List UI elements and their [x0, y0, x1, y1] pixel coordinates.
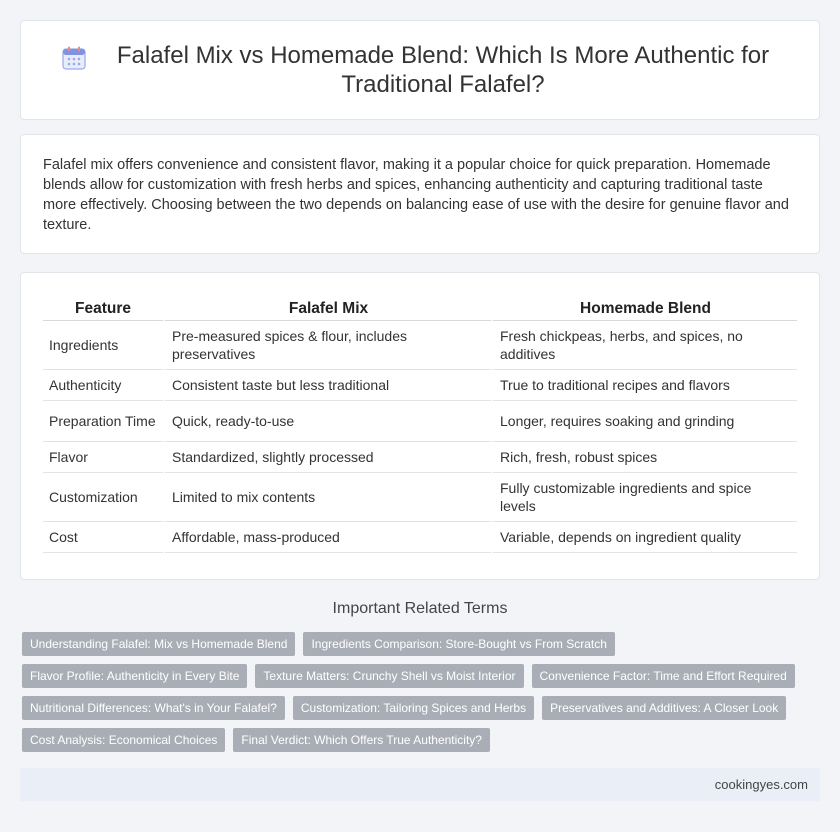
- tag-row: [22, 696, 822, 720]
- mix-cell: Consistent taste but less traditional: [163, 370, 491, 401]
- related-tag[interactable]: Final Verdict: Which Offers True Authenticity?: [233, 728, 490, 752]
- related-tag[interactable]: Preservatives and Additives: A Closer Look: [542, 696, 786, 720]
- footer-site-link[interactable]: cookingyes.com: [714, 777, 808, 792]
- comparison-table-card: [20, 272, 820, 580]
- homemade-cell: True to traditional recipes and flavors: [491, 370, 797, 401]
- mix-cell: Quick, ready-to-use: [163, 401, 491, 442]
- related-tag[interactable]: Ingredients Comparison: Store-Bought vs From Scratch: [303, 632, 614, 656]
- homemade-cell: Variable, depends on ingredient quality: [491, 522, 797, 553]
- mix-cell: Limited to mix contents: [163, 473, 491, 522]
- related-tag[interactable]: Texture Matters: Crunchy Shell vs Moist Interior: [255, 664, 523, 688]
- table-row: [43, 442, 797, 473]
- tag-row: [22, 728, 822, 752]
- header-feature: Feature: [43, 293, 163, 321]
- feature-cell: Flavor: [43, 442, 163, 473]
- related-tag[interactable]: Cost Analysis: Economical Choices: [22, 728, 225, 752]
- intro-card: [20, 134, 820, 254]
- homemade-cell: Fresh chickpeas, herbs, and spices, no additives: [491, 321, 797, 370]
- title-wrap: [21, 41, 819, 99]
- page-title: Falafel Mix vs Homemade Blend: Which Is More Authentic for Traditional Falafel?: [116, 42, 770, 98]
- feature-cell: Ingredients: [43, 321, 163, 370]
- intro-text: Falafel mix offers convenience and consistent flavor, making it a popular choice for quick preparation. Homemade blends allow for customization with fresh herbs and spices, enhancing authenticity and capturing traditional taste more effectively. Choosing between the two depends on balancing ease of use with the desire for genuine flavor and texture.: [43, 157, 789, 233]
- feature-cell: Preparation Time: [43, 401, 163, 442]
- table-row: [43, 473, 797, 522]
- related-tag[interactable]: Convenience Factor: Time and Effort Required: [532, 664, 795, 688]
- table-row: [43, 401, 797, 442]
- related-tag[interactable]: Nutritional Differences: What's in Your Falafel?: [22, 696, 285, 720]
- related-tag[interactable]: Understanding Falafel: Mix vs Homemade Blend: [22, 632, 295, 656]
- feature-cell: Cost: [43, 522, 163, 553]
- header-falafel-mix: Falafel Mix: [163, 293, 491, 321]
- feature-cell: Customization: [43, 473, 163, 522]
- comparison-table: [43, 293, 797, 553]
- related-terms-title: Important Related Terms: [332, 600, 508, 617]
- related-terms-tags: [22, 632, 822, 760]
- calendar-icon: [61, 45, 87, 71]
- related-tag[interactable]: Customization: Tailoring Spices and Herbs: [293, 696, 534, 720]
- mix-cell: Standardized, slightly processed: [163, 442, 491, 473]
- homemade-cell: Fully customizable ingredients and spice levels: [491, 473, 797, 522]
- tag-row: [22, 632, 822, 656]
- mix-cell: Pre-measured spices & flour, includes preservatives: [163, 321, 491, 370]
- table-row: [43, 370, 797, 401]
- related-tag[interactable]: Flavor Profile: Authenticity in Every Bite: [22, 664, 247, 688]
- title-card: [20, 20, 820, 120]
- homemade-cell: Longer, requires soaking and grinding: [491, 401, 797, 442]
- tag-row: [22, 664, 822, 688]
- table-row: [43, 321, 797, 370]
- table-row: [43, 522, 797, 553]
- footer: [20, 768, 820, 801]
- table-header-row: [43, 293, 797, 321]
- header-homemade-blend: Homemade Blend: [491, 293, 797, 321]
- homemade-cell: Rich, fresh, robust spices: [491, 442, 797, 473]
- mix-cell: Affordable, mass-produced: [163, 522, 491, 553]
- feature-cell: Authenticity: [43, 370, 163, 401]
